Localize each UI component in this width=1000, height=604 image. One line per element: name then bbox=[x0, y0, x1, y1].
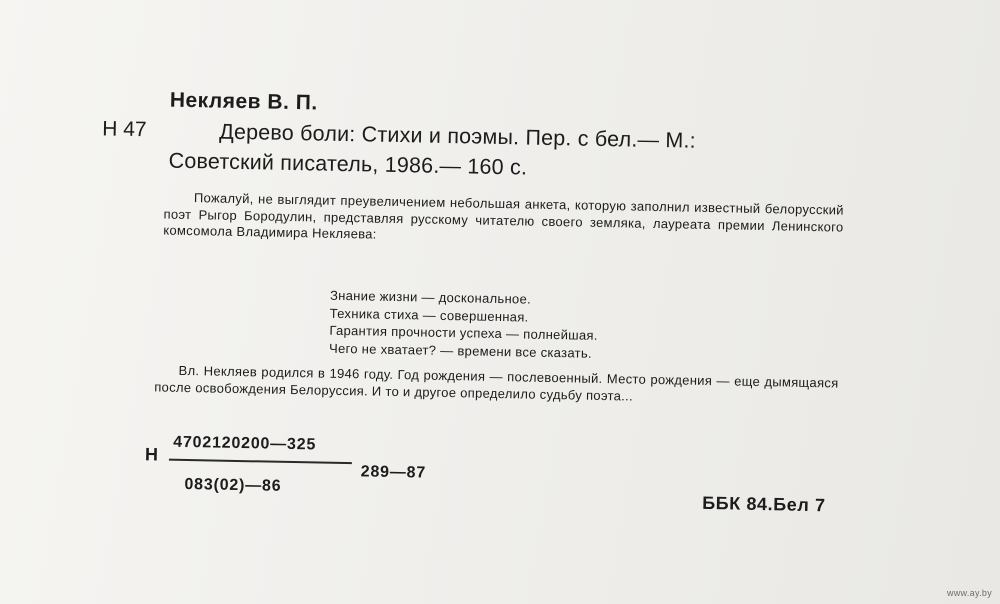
annotation-intro: Пожалуй, не выглядит преувеличением небольшая анкета, которую заполнил известный белорусский поэт Рыгор Бородулин, представляя русскому читателю своего земляка, лауреата премии Ленинского комсомола Владимира Некляева: bbox=[163, 190, 844, 242]
questionnaire bbox=[329, 287, 599, 362]
watermark: www.ay.by bbox=[946, 588, 992, 598]
questionnaire-line: Чего не хватает? — времени все сказать. bbox=[328, 340, 593, 361]
questionnaire-line: Гарантия прочности успеха — полнейшая. bbox=[329, 322, 598, 343]
title-line-1: Дерево боли: Стихи и поэмы. Пер. с бел.— М.: bbox=[218, 119, 697, 153]
questionnaire-line: Техника стиха — совершенная. bbox=[329, 305, 529, 325]
annotation-body: Вл. Некляев родился в 1946 году. Год рождения — послевоенный. Место рождения — еще дымящаяся после освобождения Белоруссия. И то и другое определило судьбу поэта... bbox=[154, 362, 839, 404]
index-code: 289—87 bbox=[360, 463, 427, 482]
bbk-code: ББК 84.Бел 7 bbox=[701, 492, 826, 516]
author-name: Некляев В. П. bbox=[169, 88, 318, 115]
questionnaire-line: Знание жизни — доскональное. bbox=[329, 287, 532, 307]
index-numerator: 4702120200—325 bbox=[173, 433, 317, 454]
title-line-2: Советский писатель, 1986.— 160 с. bbox=[168, 148, 528, 180]
index-denominator: 083(02)—86 bbox=[184, 475, 282, 495]
catalog-code: Н 47 bbox=[102, 117, 147, 142]
index-letter: Н bbox=[144, 444, 159, 465]
index-fraction-line bbox=[169, 459, 352, 464]
